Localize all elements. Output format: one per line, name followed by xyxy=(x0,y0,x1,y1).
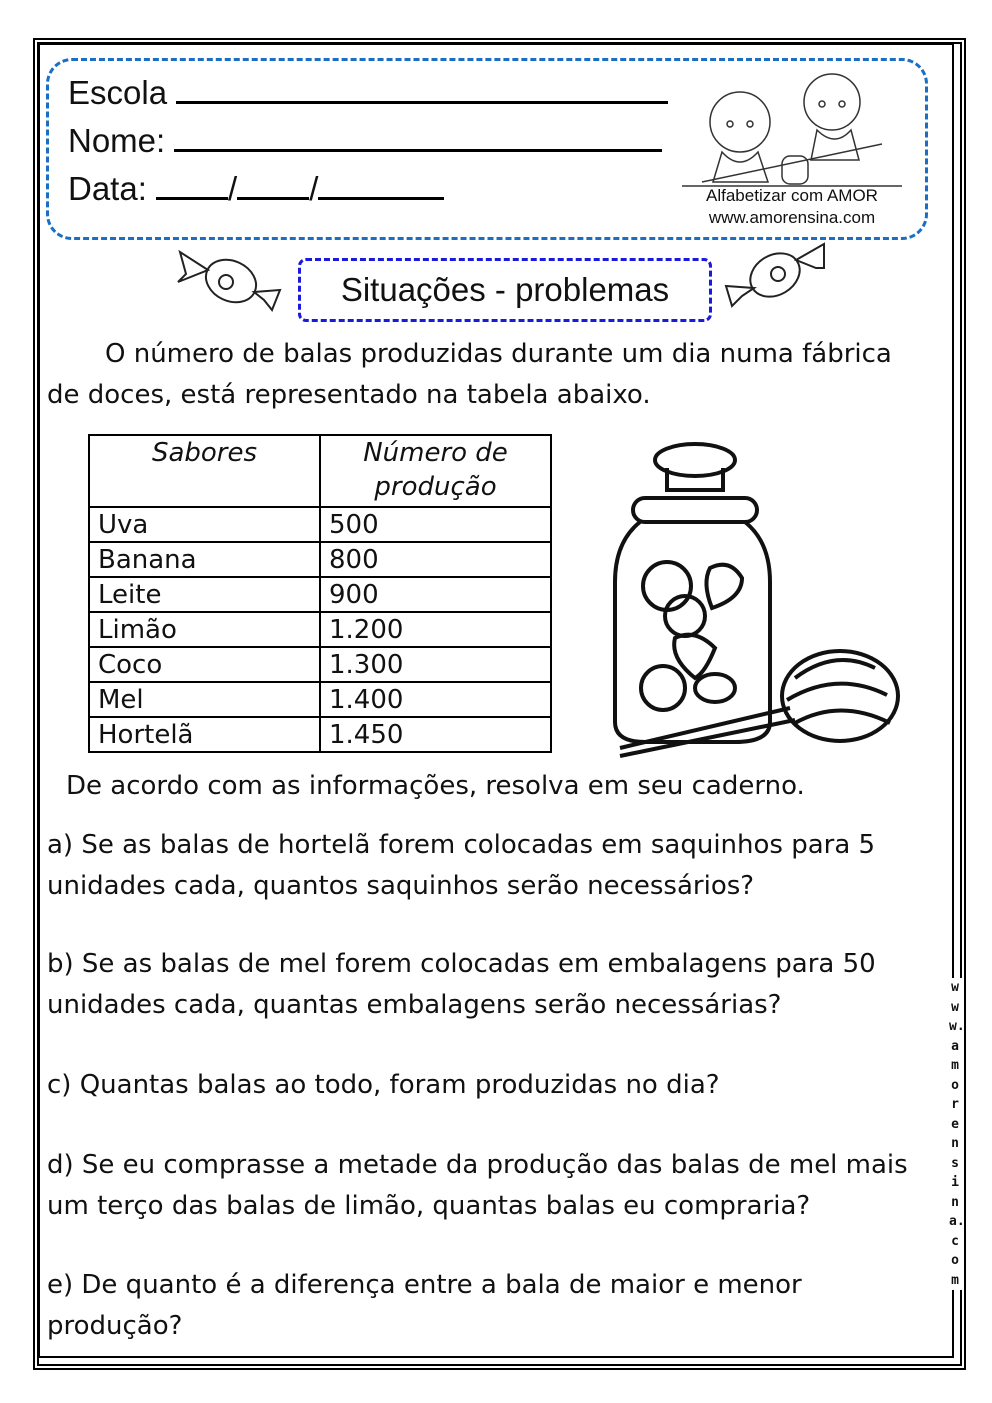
intro-text: O número de balas produzidas durante um dia numa fábrica de doces, está representado na tabela abaixo. xyxy=(47,339,892,410)
table-row xyxy=(89,647,551,682)
worksheet-title: Situações - problemas xyxy=(298,258,712,322)
flavor-cell: Mel xyxy=(89,682,320,717)
production-cell: 900 xyxy=(320,577,551,612)
column-header: Número de produção xyxy=(320,435,551,507)
date-field[interactable] xyxy=(68,170,444,208)
school-label: Escola xyxy=(68,74,168,111)
production-table xyxy=(88,434,552,753)
flavor-cell: Banana xyxy=(89,542,320,577)
flavor-cell: Hortelã xyxy=(89,717,320,752)
table-row xyxy=(89,542,551,577)
name-label: Nome: xyxy=(68,122,166,159)
logo xyxy=(672,64,912,232)
production-cell: 1.300 xyxy=(320,647,551,682)
question-e: e) De quanto é a diferença entre a bala de maior e menor produção? xyxy=(47,1270,802,1341)
column-header: Sabores xyxy=(89,435,320,507)
production-cell: 1.450 xyxy=(320,717,551,752)
school-field[interactable] xyxy=(68,74,668,112)
name-field[interactable] xyxy=(68,122,662,160)
date-separator: / xyxy=(309,170,319,207)
table-row xyxy=(89,682,551,717)
candy-jar-illustration xyxy=(605,438,905,763)
question-c: c) Quantas balas ao todo, foram produzidas no dia? xyxy=(47,1070,720,1100)
question-d: d) Se eu comprasse a metade da produção das balas de mel mais um terço das balas de limão, quantas balas eu compraria? xyxy=(47,1150,908,1221)
table-row xyxy=(89,577,551,612)
question-a: a) Se as balas de hortelã forem colocadas em saquinhos para 5 unidades cada, quantos saquinhos serão necessários? xyxy=(47,830,876,901)
instruction-text: De acordo com as informações, resolva em seu caderno. xyxy=(66,771,805,801)
date-label: Data: xyxy=(68,170,147,207)
production-cell: 800 xyxy=(320,542,551,577)
logo-title: Alfabetizar com AMOR xyxy=(706,186,878,205)
flavor-cell: Uva xyxy=(89,507,320,542)
table-row xyxy=(89,507,551,542)
question-b: b) Se as balas de mel forem colocadas em embalagens para 50 unidades cada, quantas embalagens serão necessárias? xyxy=(47,949,876,1020)
watermark-text: www.amorensina.com xyxy=(949,980,965,1288)
flavor-cell: Limão xyxy=(89,612,320,647)
production-cell: 1.400 xyxy=(320,682,551,717)
candy-icon xyxy=(720,240,830,310)
table-row xyxy=(89,612,551,647)
date-separator: / xyxy=(228,170,238,207)
logo-url: www.amorensina.com xyxy=(708,208,876,227)
candy-icon xyxy=(176,246,286,316)
watermark xyxy=(946,978,964,1290)
children-seesaw-illustration xyxy=(672,64,912,188)
flavor-cell: Coco xyxy=(89,647,320,682)
flavor-cell: Leite xyxy=(89,577,320,612)
production-cell: 500 xyxy=(320,507,551,542)
table-row xyxy=(89,717,551,752)
production-cell: 1.200 xyxy=(320,612,551,647)
